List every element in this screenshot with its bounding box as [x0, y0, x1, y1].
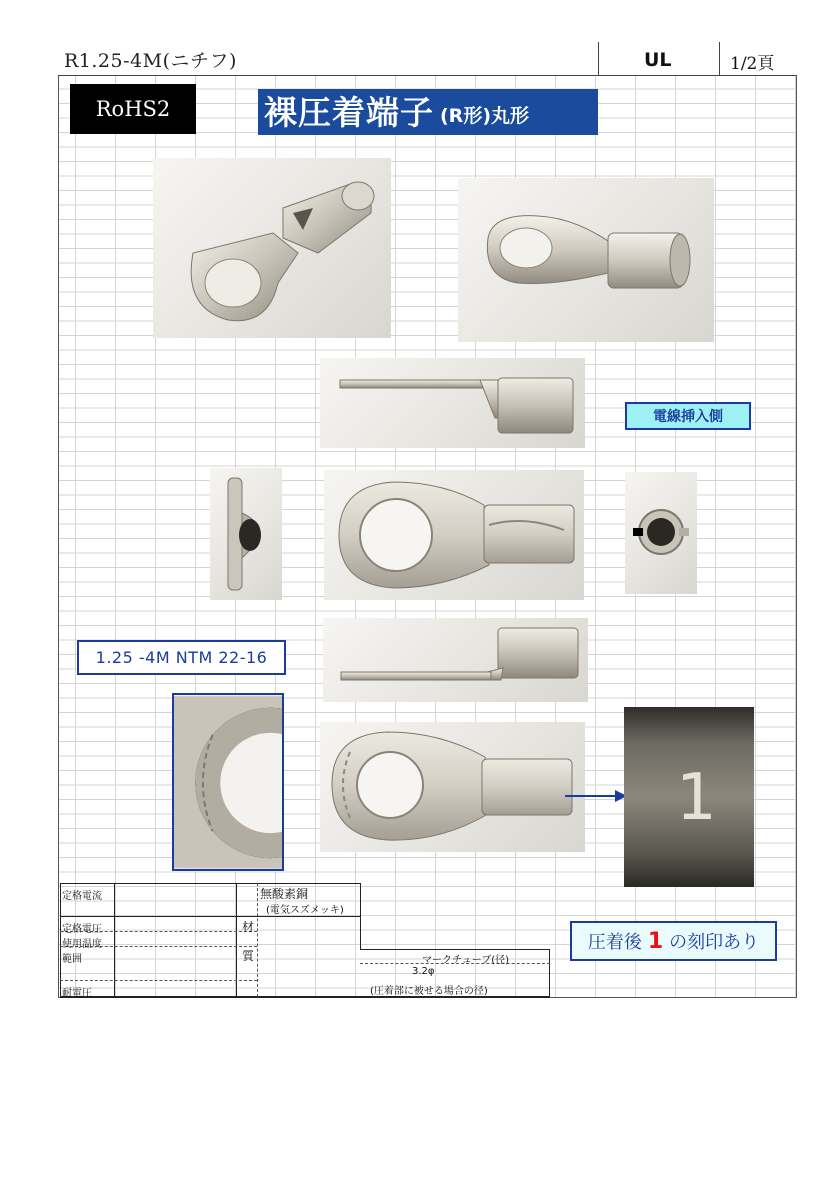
material-label: 材: [242, 920, 255, 934]
marking-label: 1.25 -4M NTM 22-16: [77, 640, 286, 675]
rated-voltage-label: 定格電圧: [62, 924, 102, 935]
stamp-note-label: [570, 921, 777, 961]
stamp-note-before: 圧着後: [587, 932, 642, 953]
marking-tube-label: マークチューブ(径): [422, 955, 510, 966]
rated-current-label: 定格電流: [62, 891, 102, 902]
temperature-range-label: 範囲: [62, 954, 82, 965]
standard-label: UL: [644, 49, 672, 71]
terminal-photo-perspective-1: [153, 158, 391, 338]
stamped-digit: 1: [676, 761, 717, 835]
rohs-badge: RoHS2: [70, 84, 196, 134]
terminal-photo-top-view: [324, 470, 584, 600]
terminal-photo-end-left: [210, 468, 282, 600]
header-divider: [598, 42, 599, 76]
plating-value: (電気スズメッキ): [266, 905, 344, 916]
product-title: [258, 89, 598, 135]
spec-table: [60, 883, 550, 997]
stamp-note-after: の刻印あり: [669, 932, 760, 953]
terminal-photo-side-top: [320, 358, 585, 448]
terminal-photo-marked-top: [320, 722, 585, 852]
terminal-photo-side-bottom: [323, 618, 588, 702]
header-divider: [719, 42, 720, 76]
temperature-label: 使用温度: [62, 939, 102, 950]
stamp-note-number: 1: [647, 928, 664, 954]
page-number: 1/2頁: [730, 54, 775, 74]
arrow-icon: [565, 788, 627, 802]
product-title-sub: (R形)丸形: [440, 105, 529, 127]
stamp-closeup-photo: [624, 707, 754, 887]
marking-tube-note: (圧着部に被せる場合の径): [370, 986, 488, 997]
document-title: R1.25-4M(ニチフ): [64, 50, 237, 72]
terminal-photo-perspective-2: [458, 178, 714, 342]
wire-insertion-side-label: 電線挿入側: [625, 402, 751, 430]
material-label-2: 質: [242, 949, 255, 963]
material-value: 無酸素銅: [260, 887, 309, 901]
marking-tube-value: 3.2φ: [412, 966, 435, 977]
marking-closeup-photo: [172, 693, 284, 871]
terminal-photo-end-right: [625, 472, 697, 594]
withstand-voltage-label: 耐電圧: [62, 988, 92, 999]
product-title-main: 裸圧着端子: [264, 93, 434, 132]
